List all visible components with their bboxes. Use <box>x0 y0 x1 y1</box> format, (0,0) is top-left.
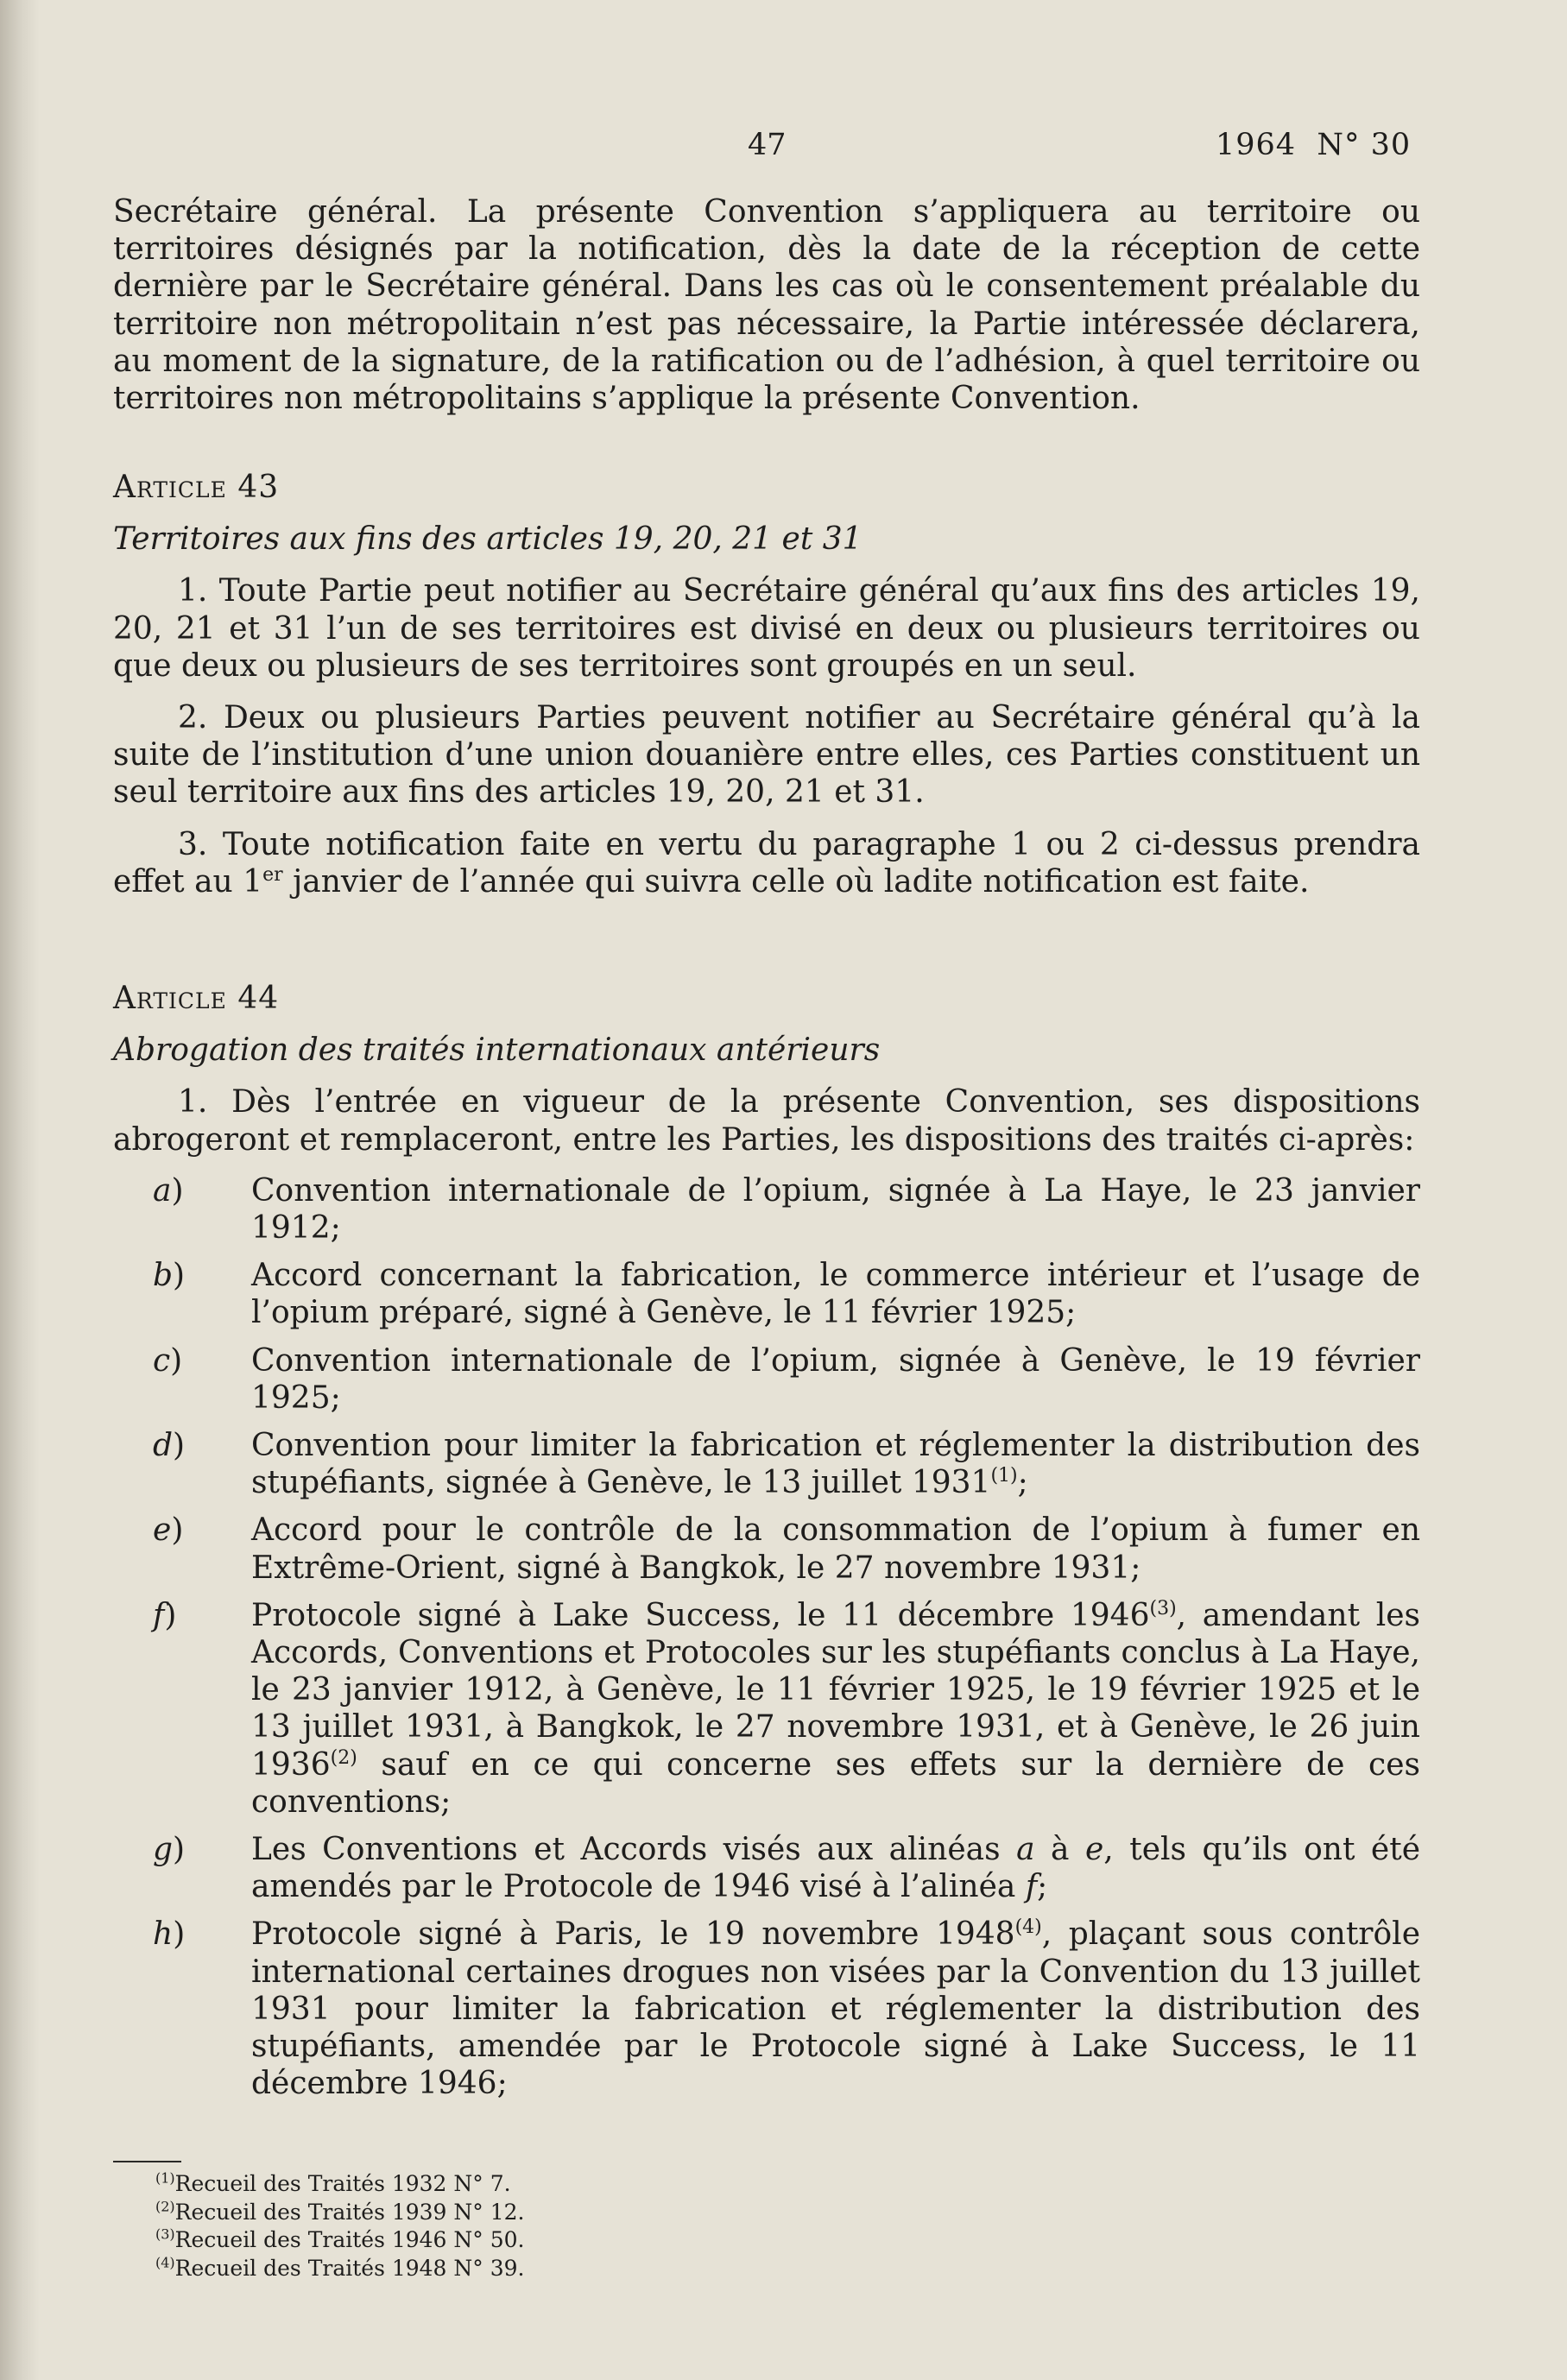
list-item: f) Protocole signé à Lake Success, le 11 décembre 1946$^{(3)}$, amendant les Accords, Conventions et Protocoles sur les stupéfiants conclus à La Haye, le 23 janvier 1912, à Genève, le 11 février 1925, le 19 février 1925 et le 13 juillet 1931, à Bangkok, le 27 novembre 1931, et à Genève, le 26 juin 1936$^{(2)}$ sauf en ce qui concerne ses effets sur la dernière de ces conventions; <box>153 1597 1421 1820</box>
footnote-divider <box>113 2161 181 2162</box>
list-item: h) Protocole signé à Paris, le 19 novembre 1948$^{(4)}$, plaçant sous contrôle international certaines drogues non visées par la Convention du 13 juillet 1931 pour limiter la fabrication et réglementer la distribution des stupéfiants, amendée par le Protocole signé à Lake Success, le 11 décembre 1946; <box>153 1916 1421 2102</box>
footnote: $^{(2)}$Recueil des Traités 1939 N° 12. <box>155 2198 525 2225</box>
year-number: 1964 N° 30 <box>1216 128 1412 162</box>
footnote: $^{(3)}$Recueil des Traités 1946 N° 50. <box>155 2225 525 2252</box>
article-44 <box>113 980 1420 2112</box>
footnote: $^{(1)}$Recueil des Traités 1932 N° 7. <box>155 2169 511 2196</box>
article-43 <box>113 469 1420 900</box>
page-number: 47 <box>748 128 787 162</box>
intro-paragraph: Secrétaire général. La présente Convention s’appliquera au territoire ou territoires désignés par la notification, dès la date de la réception de cette dernière par le Secrétaire général. Dans les cas où le consentement préalable du territoire non métropolitain n’est pas nécessaire, la Partie intéressée déclarera, au moment de la signature, de la ratification ou de l’adhésion, à quel territoire ou territoires non métropolitains s’applique la présente Convention. <box>113 194 1420 417</box>
list-item: d) Convention pour limiter la fabrication et réglementer la distribution des stupéfiants, signée à Genève, le 13 juillet 1931$^{(1)}$; <box>153 1428 1420 1501</box>
running-header <box>0 128 1567 171</box>
list-item: a) Convention internationale de l’opium, signée à La Haye, le 23 janvier 1912; <box>153 1172 1420 1247</box>
page-binding-shadow <box>0 0 40 2380</box>
article-44-paragraph-1: 1. Dès l’entrée en vigueur de la présente Convention, ses dispositions abrogeront et remplaceront, entre les Parties, les dispositions des traités ci-après: <box>113 1084 1420 1158</box>
list-item: b) Accord concernant la fabrication, le commerce intérieur et l’usage de l’opium préparé, signé à Genève, le 11 février 1925; <box>153 1258 1420 1331</box>
article-43-paragraph-1: 1. Toute Partie peut notifier au Secrétaire général qu’aux fins des articles 19, 20, 21 et 31 l’un de ses territoires est divisé en deux ou plusieurs territoires ou que deux ou plusieurs de ses territoires sont groupés en un seul. <box>113 573 1420 684</box>
list-item: g) Les Conventions et Accords visés aux alinéas a à e, tels qu’ils ont été amendés par le Protocole de 1946 visé à l’alinéa f; <box>153 1832 1421 1905</box>
list-item: c) Convention internationale de l’opium, signée à Genève, le 19 février 1925; <box>153 1342 1420 1416</box>
article-43-subtitle: Territoires aux fins des articles 19, 20, 21 et 31 <box>113 521 862 558</box>
footnote: $^{(4)}$Recueil des Traités 1948 N° 39. <box>155 2254 525 2281</box>
article-44-title: Article 44 <box>113 981 280 1016</box>
footnotes <box>155 2170 525 2282</box>
article-43-paragraph-2: 2. Deux ou plusieurs Parties peuvent notifier au Secrétaire général qu’à la suite de l’institution d’une union douanière entre elles, ces Parties constituent un seul territoire aux fins des articles 19, 20, 21 et 31. <box>113 700 1420 811</box>
article-43-title: Article 43 <box>113 470 280 505</box>
article-44-subtitle: Abrogation des traités internationaux antérieurs <box>113 1032 881 1069</box>
intro-block <box>113 193 1420 417</box>
list-item: e) Accord pour le contrôle de la consommation de l’opium à fumer en Extrême-Orient, signé à Bangkok, le 27 novembre 1931; <box>153 1512 1420 1586</box>
article-43-paragraph-3: 3. Toute notification faite en vertu du paragraphe 1 ou 2 ci-dessus prendra effet au 1er janvier de l’année qui suivra celle où ladite notification est faite. <box>113 826 1420 900</box>
